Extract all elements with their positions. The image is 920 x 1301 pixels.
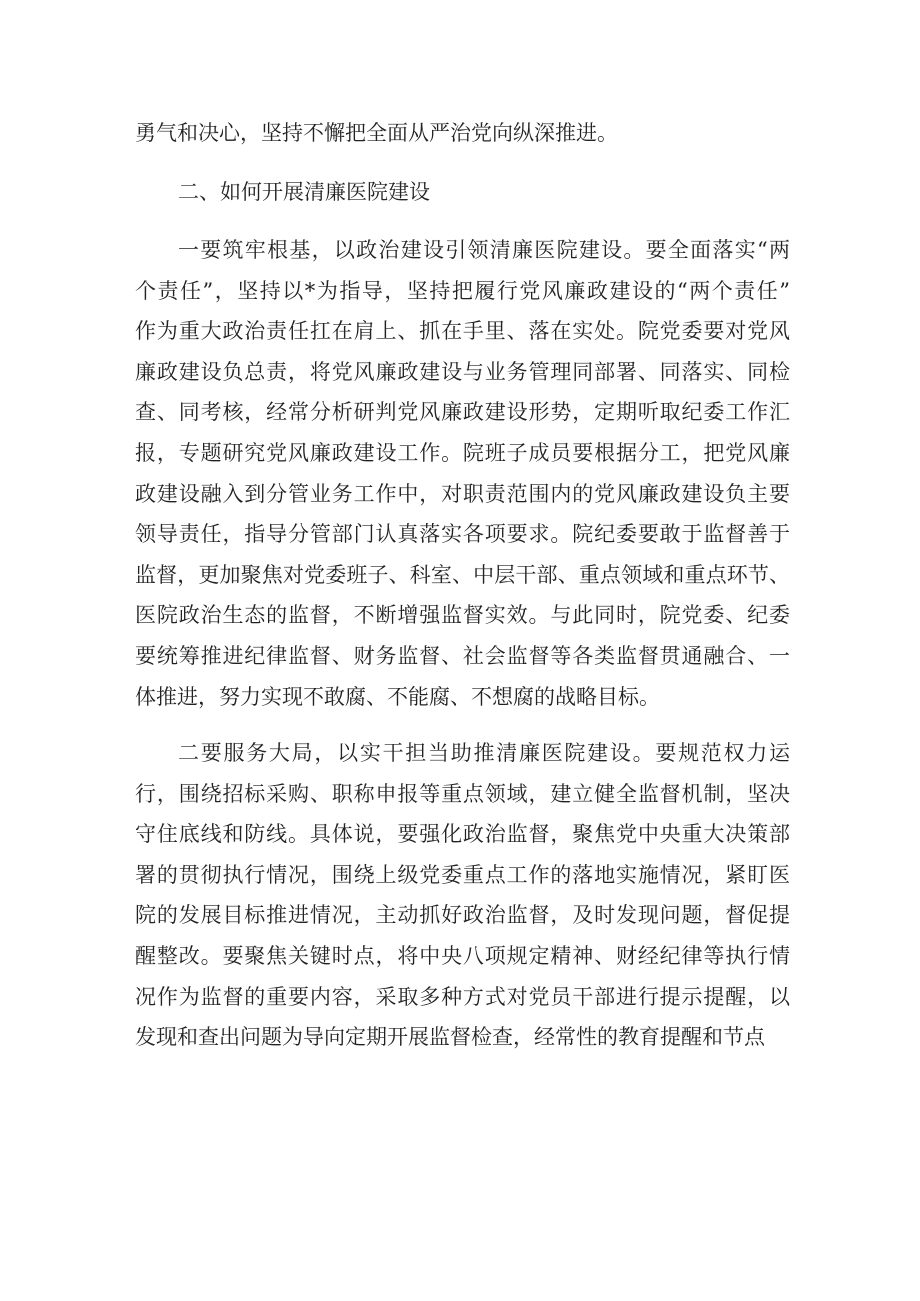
paragraph-line: 况作为监督的重要内容，采取多种方式对党员干部进行提示提醒，以 — [135, 984, 790, 1009]
paragraph-line: 作为重大政治责任扛在肩上、抓在手里、落在实处。院党委要对党风 — [135, 319, 790, 344]
section-heading: 二、如何开展清廉医院建设 — [178, 180, 430, 204]
paragraph-line: 个责任”，坚持以*为指导，坚持把履行党风廉政建设的“两个责任” — [135, 278, 790, 303]
paragraph-line: 醒整改。要聚焦关键时点，将中央八项规定精神、财经纪律等执行情 — [135, 944, 790, 968]
paragraph-line: 政建设融入到分管业务工作中，对职责范围内的党风廉政建设负主要 — [135, 481, 790, 506]
paragraph-line: 行，围绕招标采购、职称申报等重点领域，建立健全监督机制，坚决 — [135, 781, 790, 806]
paragraph-line: 一要筑牢根基，以政治建设引领清廉医院建设。要全面落实“两 — [178, 238, 790, 262]
paragraph-line: 查、同考核，经常分析研判党风廉政建设形势，定期听取纪委工作汇 — [135, 400, 790, 425]
paragraph-line: 医院政治生态的监督，不断增强监督实效。与此同时，院党委、纪委 — [135, 603, 790, 628]
paragraph-line: 领导责任，指导分管部门认真落实各项要求。院纪委要敢于监督善于 — [135, 522, 790, 547]
paragraph-line: 廉政建设负总责，将党风廉政建设与业务管理同部署、同落实、同检 — [135, 359, 790, 384]
paragraph-line: 发现和查出问题为导向定期开展监督检查，经常性的教育提醒和节点 — [135, 1025, 765, 1050]
paragraph-line: 体推进，努力实现不敢腐、不能腐、不想腐的战略目标。 — [135, 684, 660, 709]
paragraph-line: 报，专题研究党风廉政建设工作。院班子成员要根据分工，把党风廉 — [135, 441, 790, 465]
continuation-text: 勇气和决心，坚持不懈把全面从严治党向纵深推进。 — [135, 121, 618, 145]
paragraph-line: 二要服务大局，以实干担当助推清廉医院建设。要规范权力运 — [178, 741, 790, 765]
paragraph-line: 要统筹推进纪律监督、财务监督、社会监督等各类监督贯通融合、一 — [135, 644, 790, 668]
paragraph-line: 院的发展目标推进情况，主动抓好政治监督，及时发现问题，督促提 — [135, 903, 790, 928]
paragraph-line: 守住底线和防线。具体说，要强化政治监督，聚焦党中央重大决策部 — [135, 822, 790, 847]
paragraph-line: 署的贯彻执行情况，围绕上级党委重点工作的落地实施情况，紧盯医 — [135, 862, 790, 887]
paragraph-line: 监督，更加聚焦对党委班子、科室、中层干部、重点领域和重点环节、 — [135, 562, 790, 587]
